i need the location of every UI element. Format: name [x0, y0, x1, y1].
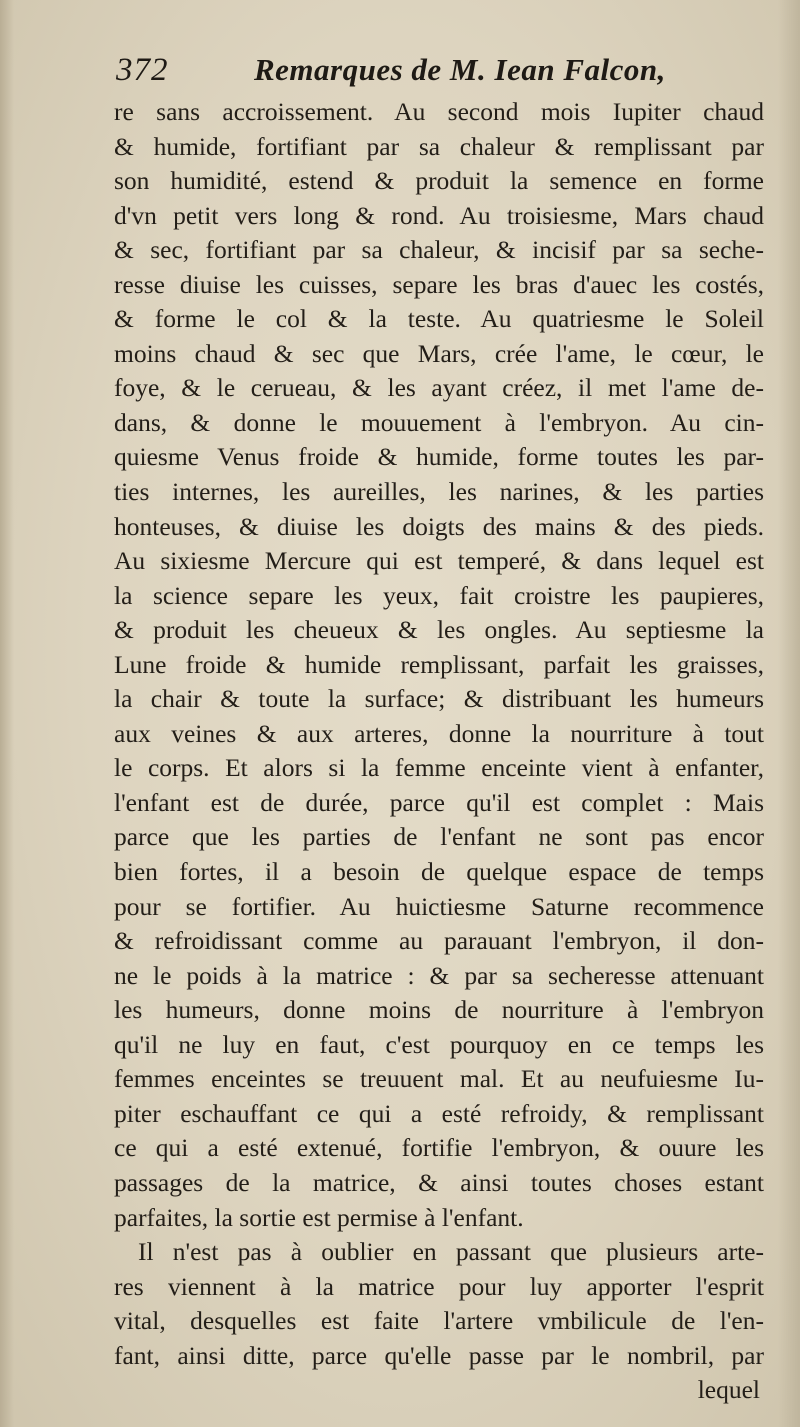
text-line: d'vn petit vers long & rond. Au troisiesme, Mars chaud [114, 200, 764, 230]
text-line: bien fortes, il a besoin de quelque espace de temps [114, 857, 764, 887]
text-line: Il n'est pas à oublier en passant que plusieurs arte- [138, 1237, 764, 1267]
text-line: honteuses, & diuise les doigts des mains & des pieds. [114, 511, 764, 541]
text-line: passages de la matrice, & ainsi toutes choses estant [114, 1167, 764, 1197]
text-line: quiesme Venus froide & humide, forme toutes les par- [114, 442, 764, 472]
text-line: res viennent à la matrice pour luy apporter l'esprit [114, 1271, 764, 1301]
catchword: lequel [697, 1375, 760, 1405]
text-line: la chair & toute la surface; & distribuant les humeurs [114, 684, 764, 714]
text-line: piter eschauffant ce qui a esté refroidy, & remplissant [114, 1098, 764, 1128]
body-text [114, 95, 764, 1408]
text-line: l'enfant est de durée, parce qu'il est complet : Mais [114, 787, 764, 817]
text-line: aux veines & aux arteres, donne la nourriture à tout [114, 718, 764, 748]
text-line: foye, & le cerueau, & les ayant créez, il met l'ame de- [114, 373, 764, 403]
text-line: qu'il ne luy en faut, c'est pourquoy en ce temps les [114, 1029, 764, 1059]
running-title: Remarques de M. Iean Falcon, [254, 52, 666, 87]
text-line: la science separe les yeux, fait croistre les paupieres, [114, 580, 764, 610]
text-line: resse diuise les cuisses, separe les bras d'auec les costés, [114, 269, 764, 299]
text-line: parce que les parties de l'enfant ne sont pas encor [114, 822, 764, 852]
text-line: Lune froide & humide remplissant, parfait les graisses, [114, 649, 764, 679]
text-line: ties internes, les aureilles, les narines, & les parties [114, 477, 764, 507]
text-line: les humeurs, donne moins de nourriture à l'embryon [114, 995, 764, 1025]
text-line: ne le poids à la matrice : & par sa secheresse attenuant [114, 960, 764, 990]
text-line: fant, ainsi ditte, parce qu'elle passe par le nombril, par [114, 1340, 764, 1370]
text-line: Au sixiesme Mercure qui est temperé, & dans lequel est [114, 546, 764, 576]
text-line: ce qui a esté extenué, fortifie l'embryon, & ouure les [114, 1133, 764, 1163]
text-line: parfaites, la sortie est permise à l'enfant. [114, 1202, 524, 1232]
text-line: son humidité, estend & produit la semence en forme [114, 166, 764, 196]
text-line: femmes enceintes se treuuent mal. Et au neufuiesme Iu- [114, 1064, 764, 1094]
text-line: & humide, fortifiant par sa chaleur & remplissant par [114, 131, 764, 161]
text-line: pour se fortifier. Au huictiesme Saturne recommence [114, 891, 764, 921]
page-number: 372 [116, 52, 169, 88]
text-line: & produit les cheueux & les ongles. Au septiesme la [114, 615, 764, 645]
text-line: & refroidissant comme au parauant l'embryon, il don- [114, 926, 764, 956]
page-header [116, 52, 676, 96]
text-line: le corps. Et alors si la femme enceinte vient à enfanter, [114, 753, 764, 783]
text-line: re sans accroissement. Au second mois Iupiter chaud [114, 97, 764, 126]
text-line: & forme le col & la teste. Au quatriesme le Soleil [114, 304, 764, 334]
text-line: vital, desquelles est faite l'artere vmbilicule de l'en- [114, 1306, 764, 1336]
text-line: & sec, fortifiant par sa chaleur, & incisif par sa seche- [114, 235, 764, 265]
text-line: dans, & donne le mouuement à l'embryon. Au cin- [114, 407, 764, 437]
text-line: moins chaud & sec que Mars, crée l'ame, le cœur, le [114, 338, 764, 368]
